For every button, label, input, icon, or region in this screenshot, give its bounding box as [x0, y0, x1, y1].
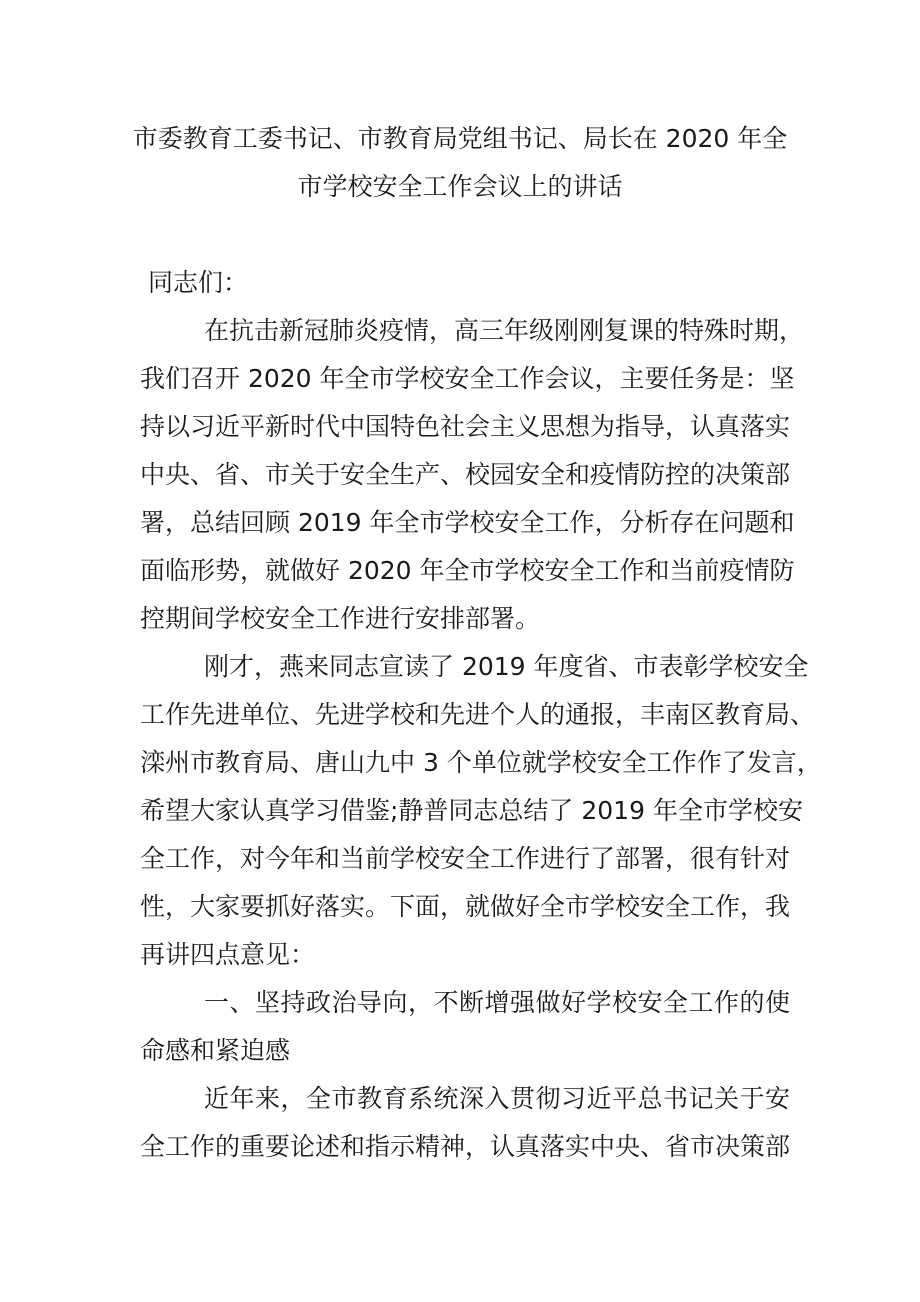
body-line: 控期间学校安全工作进行安排部署。 — [140, 604, 541, 633]
section-heading-line: 一、坚持政治导向，不断增强做好学校安全工作的使 — [204, 988, 790, 1017]
body-line: 全工作，对今年和当前学校安全工作进行了部署，很有针对 — [140, 844, 791, 873]
body-line: 刚才，燕来同志宣读了 2019 年度省、市表彰学校安全 — [204, 652, 809, 681]
greeting: 同志们： — [148, 268, 249, 297]
body-line: 署，总结回顾 2019 年全市学校安全工作，分析存在问题和 — [140, 508, 795, 537]
body-line: 性，大家要抓好落实。下面，就做好全市学校安全工作，我 — [140, 892, 791, 921]
body-line: 希望大家认真学习借鉴;静普同志总结了 2019 年全市学校安 — [140, 796, 803, 825]
document-title-line-1: 市委教育工委书记、市教育局党组书记、局长在 2020 年全 — [132, 124, 788, 153]
body-line: 在抗击新冠肺炎疫情，高三年级刚刚复课的特殊时期， — [204, 316, 805, 345]
document-title-line-2: 市学校安全工作会议上的讲话 — [297, 172, 623, 201]
section-heading-line: 命感和紧迫感 — [140, 1036, 291, 1065]
body-line: 工作先进单位、先进学校和先进个人的通报，丰南区教育局、 — [140, 700, 816, 729]
body-line: 面临形势，就做好 2020 年全市学校安全工作和当前疫情防 — [140, 556, 795, 585]
body-line: 我们召开 2020 年全市学校安全工作会议，主要任务是：坚 — [140, 364, 795, 393]
body-line: 再讲四点意见： — [140, 940, 316, 969]
body-line: 滦州市教育局、唐山九中 3 个单位就学校安全工作作了发言， — [140, 748, 822, 777]
body-line: 全工作的重要论述和指示精神，认真落实中央、省市决策部 — [140, 1132, 791, 1161]
body-line: 持以习近平新时代中国特色社会主义思想为指导，认真落实 — [140, 412, 791, 441]
body-line: 中央、省、市关于安全生产、校园安全和疫情防控的决策部 — [140, 460, 791, 489]
body-line: 近年来，全市教育系统深入贯彻习近平总书记关于安 — [204, 1084, 790, 1113]
